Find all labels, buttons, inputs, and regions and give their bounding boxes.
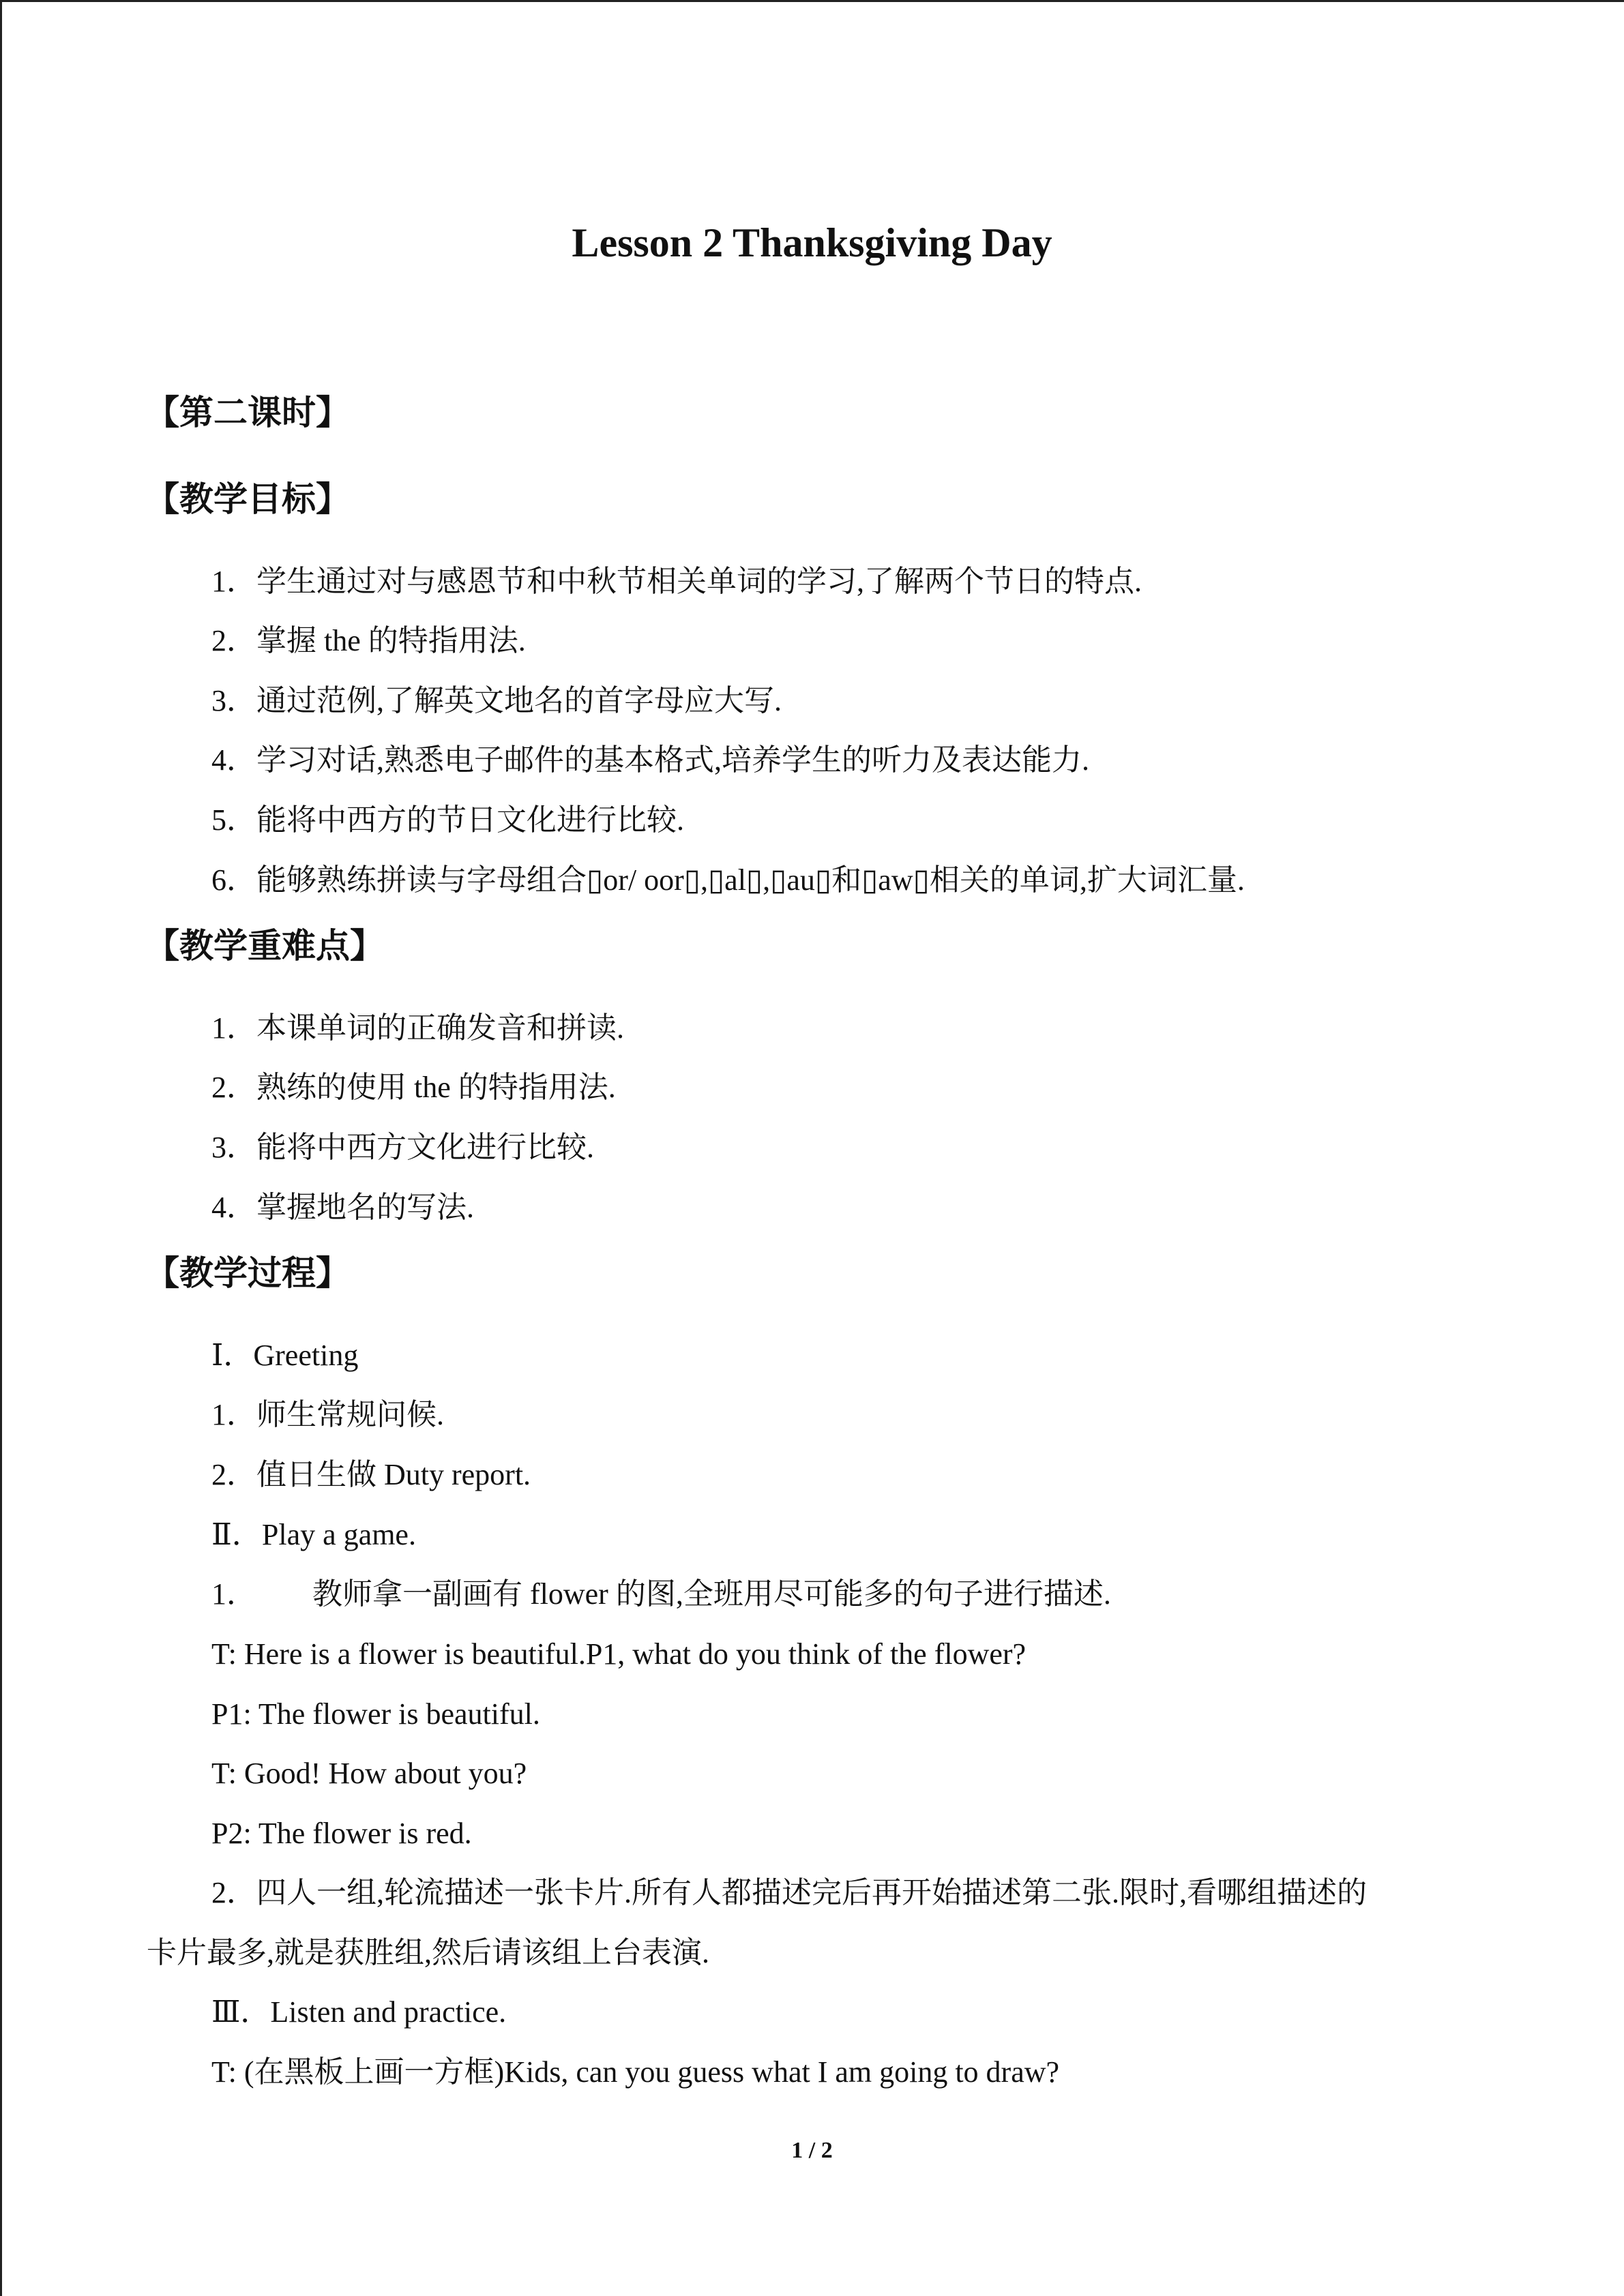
- page-border-left: [0, 0, 2, 2296]
- dialogue-line: T: Here is a flower is beautiful.P1, what do you think of the flower?: [211, 1637, 1027, 1671]
- section-title-greeting: Ⅰ．Greeting: [211, 1339, 359, 1372]
- page-number: 1 / 2: [791, 2138, 833, 2163]
- objective-item: 3．通过范例,了解英文地名的首字母应大写.: [211, 684, 782, 717]
- key-point-item: 3．能将中西方文化进行比较.: [211, 1131, 594, 1164]
- section-title-game: Ⅱ．Play a game.: [211, 1518, 416, 1551]
- item-number: 1．: [211, 1577, 256, 1611]
- dialogue-line: T: Good! How about you?: [211, 1757, 527, 1790]
- objective-item: 1．学生通过对与感恩节和中秋节相关单词的学习,了解两个节日的特点.: [211, 565, 1142, 598]
- process-item: 1．师生常规问候.: [211, 1398, 444, 1431]
- process-item: [211, 1574, 1111, 1615]
- section-title-listen: Ⅲ．Listen and practice.: [211, 1995, 507, 2029]
- document-title: Lesson 2 Thanksgiving Day: [572, 220, 1052, 265]
- page-border-top: [0, 0, 1624, 2]
- objective-item: 5．能将中西方的节日文化进行比较.: [211, 803, 684, 837]
- heading-key-points: 【教学重难点】: [145, 926, 384, 966]
- key-point-item: 1．本课单词的正确发音和拼读.: [211, 1011, 624, 1045]
- objective-item: 6．能够熟练拼读与字母组合▯or/ oor▯,▯al▯,▯au▯和▯aw▯相关的单词,扩大词汇量.: [211, 863, 1245, 897]
- heading-period: 【第二课时】: [145, 393, 350, 432]
- item-text: 教师拿一副画有 flower 的图,全班用尽可能多的句子进行描述.: [312, 1577, 1111, 1611]
- objective-item: 2．掌握 the 的特指用法.: [211, 624, 526, 657]
- key-point-item: 4．掌握地名的写法.: [211, 1191, 474, 1224]
- dialogue-line: P2: The flower is red.: [211, 1817, 472, 1850]
- process-item: 2．四人一组,轮流描述一张卡片.所有人都描述完后再开始描述第二张.限时,看哪组描述的: [211, 1876, 1367, 1909]
- heading-process: 【教学过程】: [145, 1253, 350, 1293]
- dialogue-line: P1: The flower is beautiful.: [211, 1697, 540, 1731]
- objective-item: 4．学习对话,熟悉电子邮件的基本格式,培养学生的听力及表达能力.: [211, 743, 1089, 777]
- process-item-continued: 卡片最多,就是获胜组,然后请该组上台表演.: [147, 1936, 709, 1969]
- process-item: 2．值日生做 Duty report.: [211, 1458, 531, 1491]
- heading-objectives: 【教学目标】: [145, 479, 350, 519]
- key-point-item: 2．熟练的使用 the 的特指用法.: [211, 1071, 616, 1104]
- dialogue-line: T: (在黑板上画一方框)Kids, can you guess what I am going to draw?: [211, 2055, 1060, 2089]
